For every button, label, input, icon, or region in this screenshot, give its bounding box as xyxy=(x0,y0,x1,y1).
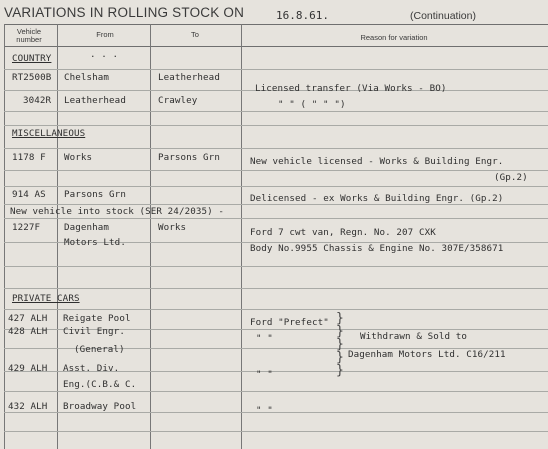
row2-to: Crawley xyxy=(158,95,198,106)
row8-reason: " " xyxy=(256,369,273,380)
row1-from: Chelsham xyxy=(64,72,110,83)
col-vehicle-header xyxy=(4,28,54,44)
grouping-brace: } } } } } xyxy=(336,311,344,378)
ruled-line xyxy=(4,218,548,219)
row5-reason-line1: Ford 7 cwt van, Regn. No. 207 CXK xyxy=(250,227,436,238)
row5-to: Works xyxy=(158,222,187,233)
row3-reason-line2: (Gp.2) xyxy=(494,172,528,183)
col-to-header: To xyxy=(191,30,199,39)
ruled-line xyxy=(4,266,548,267)
col-line-left xyxy=(4,24,5,449)
row3-to: Parsons Grn xyxy=(158,152,220,163)
section-private-cars: PRIVATE CARS xyxy=(12,293,80,304)
row5-reason-line2: Body No.9955 Chassis & Engine No. 307E/358671 xyxy=(250,243,504,254)
row1-reason: Licensed transfer (Via Works - BO) xyxy=(255,83,447,94)
sheet-title: VARIATIONS IN ROLLING STOCK ON xyxy=(4,5,245,20)
withdrawn-note-line2: Dagenham Motors Ltd. C16/211 xyxy=(348,349,506,360)
ruled-line xyxy=(4,148,548,149)
row5-from-line2: Motors Ltd. xyxy=(64,237,126,248)
ruled-line xyxy=(4,204,548,205)
sheet-date: 16.8.61. xyxy=(276,9,329,22)
column-header-rule xyxy=(4,46,548,47)
header-rule xyxy=(4,24,548,25)
ruled-line xyxy=(4,309,548,310)
row4-vehicle: 914 AS xyxy=(12,189,46,200)
ruled-line xyxy=(4,111,548,112)
withdrawn-note-line1: Withdrawn & Sold to xyxy=(360,331,467,342)
col-line-vehicle xyxy=(57,24,58,449)
row2-from: Leatherhead xyxy=(64,95,126,106)
row9-reason: " " xyxy=(256,405,273,416)
col-from-header: From xyxy=(96,30,114,39)
row8-from-line1: Asst. Div. xyxy=(63,363,120,374)
col-line-to xyxy=(241,24,242,449)
col-vehicle-line1: Vehicle xyxy=(16,27,42,36)
col-line-from xyxy=(150,24,151,449)
row3-vehicle: 1178 F xyxy=(12,152,46,163)
ruled-line xyxy=(4,125,548,126)
row4-reason: Delicensed - ex Works & Building Engr. (Gp.2) xyxy=(250,193,504,204)
row1-to: Leatherhead xyxy=(158,72,220,83)
continuation-label: (Continuation) xyxy=(410,10,476,22)
row6-from: Reigate Pool xyxy=(63,313,131,324)
ruled-line xyxy=(4,412,548,413)
row5-from-line1: Dagenham xyxy=(64,222,110,233)
ruled-line xyxy=(4,170,548,171)
ruled-line xyxy=(4,186,548,187)
row2-reason: " " ( " " ") xyxy=(278,99,346,110)
row2-vehicle: 3042R xyxy=(23,95,52,106)
ruled-line xyxy=(4,391,548,392)
row8-from-line2: Eng.(C.B.& C. xyxy=(63,379,137,390)
row8-vehicle: 429 ALH xyxy=(8,363,48,374)
row9-vehicle: 432 ALH xyxy=(8,401,48,412)
ruled-line xyxy=(4,288,548,289)
row5-vehicle: 1227F xyxy=(12,222,41,233)
ruled-line xyxy=(4,69,548,70)
section-miscellaneous: MISCELLANEOUS xyxy=(12,128,86,139)
col-vehicle-line2: number xyxy=(16,35,42,44)
row7-reason: " " xyxy=(256,333,273,344)
row6-reason: Ford "Prefect" xyxy=(250,317,329,328)
new-vehicle-note: New vehicle into stock (SER 24/2035) - xyxy=(10,206,224,217)
col-reason-header: Reason for variation xyxy=(360,33,428,42)
row4-from: Parsons Grn xyxy=(64,189,126,200)
ellipsis-marks: . . . xyxy=(90,49,119,60)
row3-from: Works xyxy=(64,152,93,163)
section-country: COUNTRY xyxy=(12,53,52,64)
row3-reason-line1: New vehicle licensed - Works & Building Engr. xyxy=(250,156,504,167)
row7-from-line1: Civil Engr. xyxy=(63,326,125,337)
ruled-line xyxy=(4,431,548,432)
row7-from-line2: (General) xyxy=(74,344,125,355)
row9-from: Broadway Pool xyxy=(63,401,137,412)
row7-vehicle: 428 ALH xyxy=(8,326,48,337)
row1-vehicle: RT2500B xyxy=(12,72,52,83)
row6-vehicle: 427 ALH xyxy=(8,313,48,324)
